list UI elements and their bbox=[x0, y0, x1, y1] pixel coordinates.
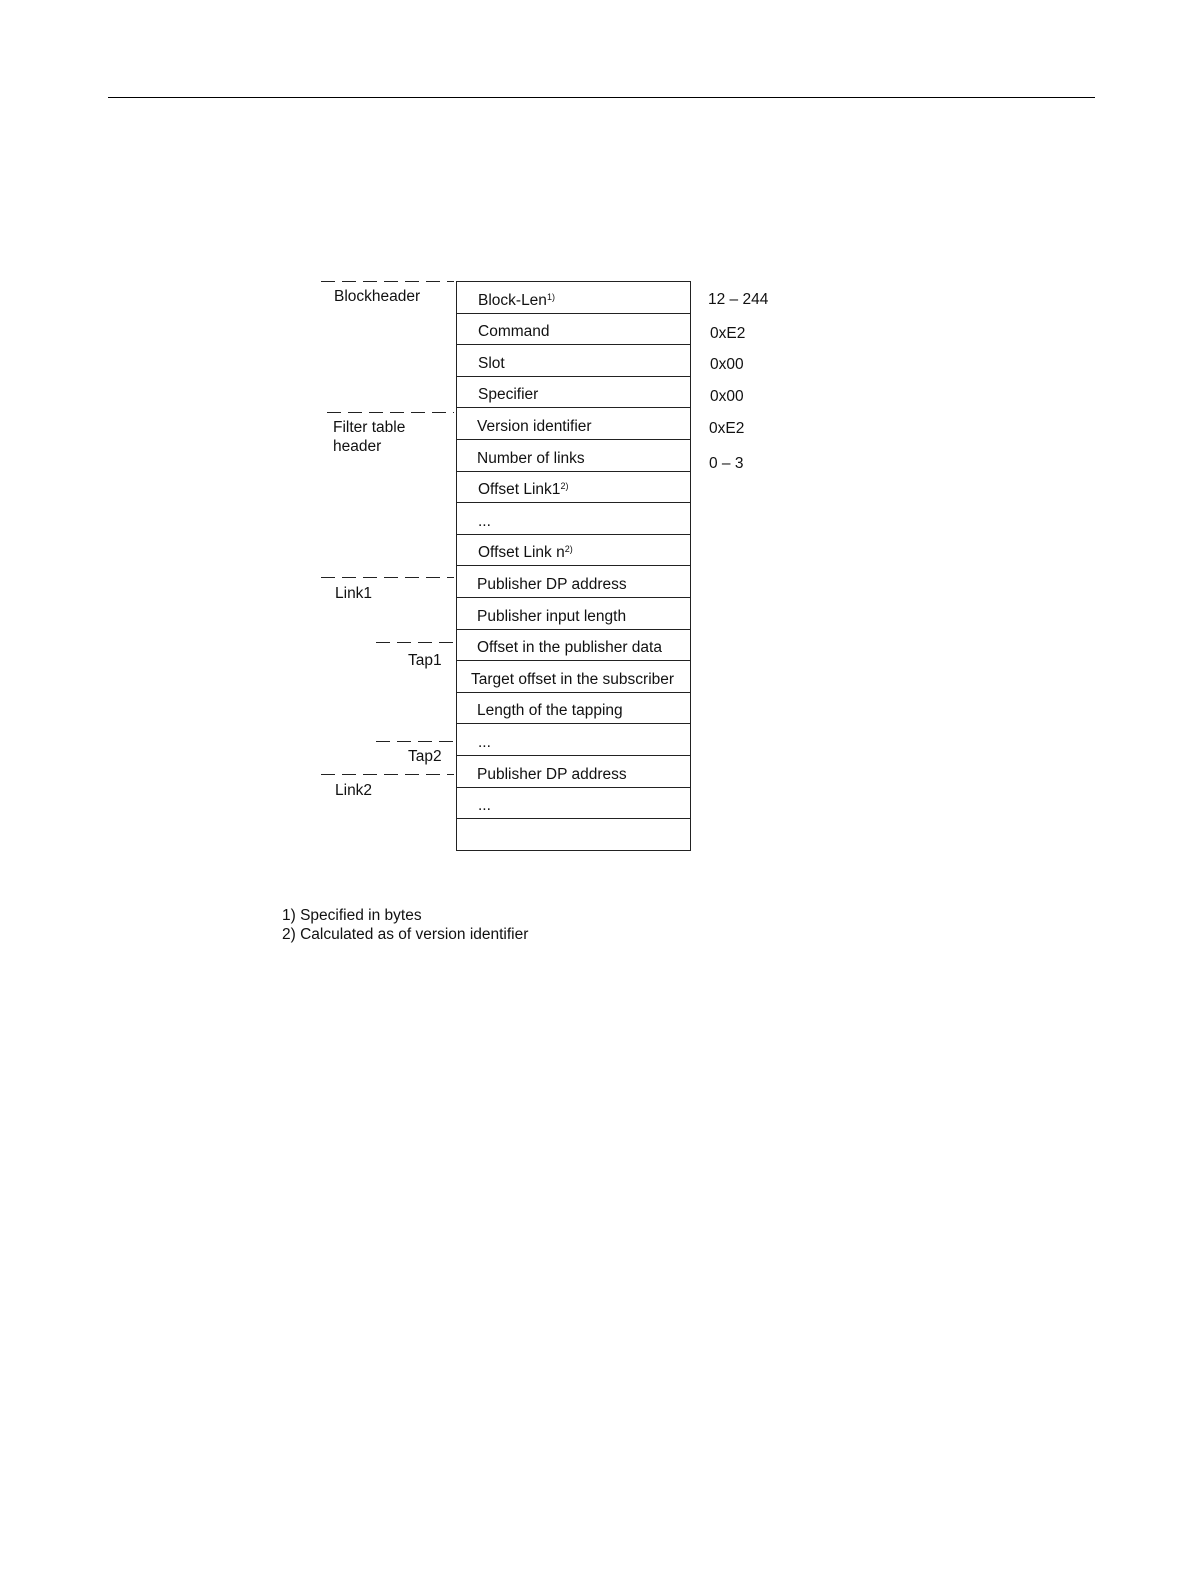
tap1-label: Tap1 bbox=[408, 652, 442, 669]
row-label: Publisher DP address bbox=[477, 765, 627, 783]
table-row bbox=[457, 661, 690, 693]
row-label: Length of the tapping bbox=[477, 702, 623, 720]
row-label: Offset Link1 bbox=[478, 481, 561, 499]
link2-label: Link2 bbox=[335, 782, 373, 799]
table-row bbox=[457, 282, 690, 314]
row-label: ... bbox=[478, 733, 491, 751]
table-row bbox=[457, 408, 690, 440]
tap2-separator bbox=[376, 741, 454, 742]
row-label: Target offset in the subscriber bbox=[471, 670, 675, 688]
value-slot: 0x00 bbox=[710, 356, 744, 373]
footnote-2: 2) Calculated as of version identifier bbox=[282, 926, 529, 943]
table-row bbox=[457, 693, 690, 725]
table-row bbox=[457, 566, 690, 598]
row-label: Block-Len bbox=[478, 291, 547, 309]
row-label: Version identifier bbox=[477, 417, 592, 435]
row-label: Offset in the publisher data bbox=[477, 639, 662, 657]
blockheader-label: Blockheader bbox=[334, 288, 421, 305]
row-label: Slot bbox=[478, 354, 505, 372]
table-row bbox=[457, 503, 690, 535]
value-number-of-links: 0 – 3 bbox=[709, 455, 744, 472]
table-row bbox=[457, 314, 690, 346]
footnote-ref: 1) bbox=[546, 291, 555, 302]
row-label: Offset Link n bbox=[478, 544, 565, 562]
footnote-1: 1) Specified in bytes bbox=[282, 907, 422, 924]
table-row bbox=[457, 440, 690, 472]
tap1-separator bbox=[376, 642, 454, 643]
blockheader-separator bbox=[321, 281, 454, 282]
value-version-identifier: 0xE2 bbox=[709, 420, 745, 437]
table-row bbox=[457, 724, 690, 756]
table-row bbox=[457, 377, 690, 409]
row-label: ... bbox=[478, 797, 491, 815]
value-specifier: 0x00 bbox=[710, 388, 744, 405]
table-row bbox=[457, 535, 690, 567]
value-command: 0xE2 bbox=[710, 325, 746, 342]
footnote-ref: 2) bbox=[560, 481, 569, 492]
row-label: ... bbox=[478, 512, 491, 530]
top-rule bbox=[108, 97, 1095, 98]
row-label: Publisher input length bbox=[477, 607, 627, 625]
link2-separator bbox=[321, 774, 454, 775]
table-row bbox=[457, 788, 690, 820]
filter-table-structure bbox=[456, 281, 691, 851]
row-label: Number of links bbox=[477, 449, 585, 467]
filter-table-header-separator bbox=[327, 412, 454, 413]
row-label: Publisher DP address bbox=[477, 575, 627, 593]
row-label: Specifier bbox=[478, 386, 539, 404]
row-label: Command bbox=[478, 323, 550, 341]
filter-table-header-label: Filter table header bbox=[333, 419, 406, 455]
table-row bbox=[457, 598, 690, 630]
footnote-ref: 2) bbox=[564, 544, 573, 555]
table-row bbox=[457, 472, 690, 504]
table-row bbox=[457, 756, 690, 788]
link1-label: Link1 bbox=[335, 585, 373, 602]
table-row bbox=[457, 819, 690, 851]
table-row bbox=[457, 345, 690, 377]
tap2-label: Tap2 bbox=[408, 748, 442, 765]
table-row bbox=[457, 630, 690, 662]
link1-separator bbox=[321, 577, 454, 578]
value-block-len: 12 – 244 bbox=[708, 291, 769, 308]
